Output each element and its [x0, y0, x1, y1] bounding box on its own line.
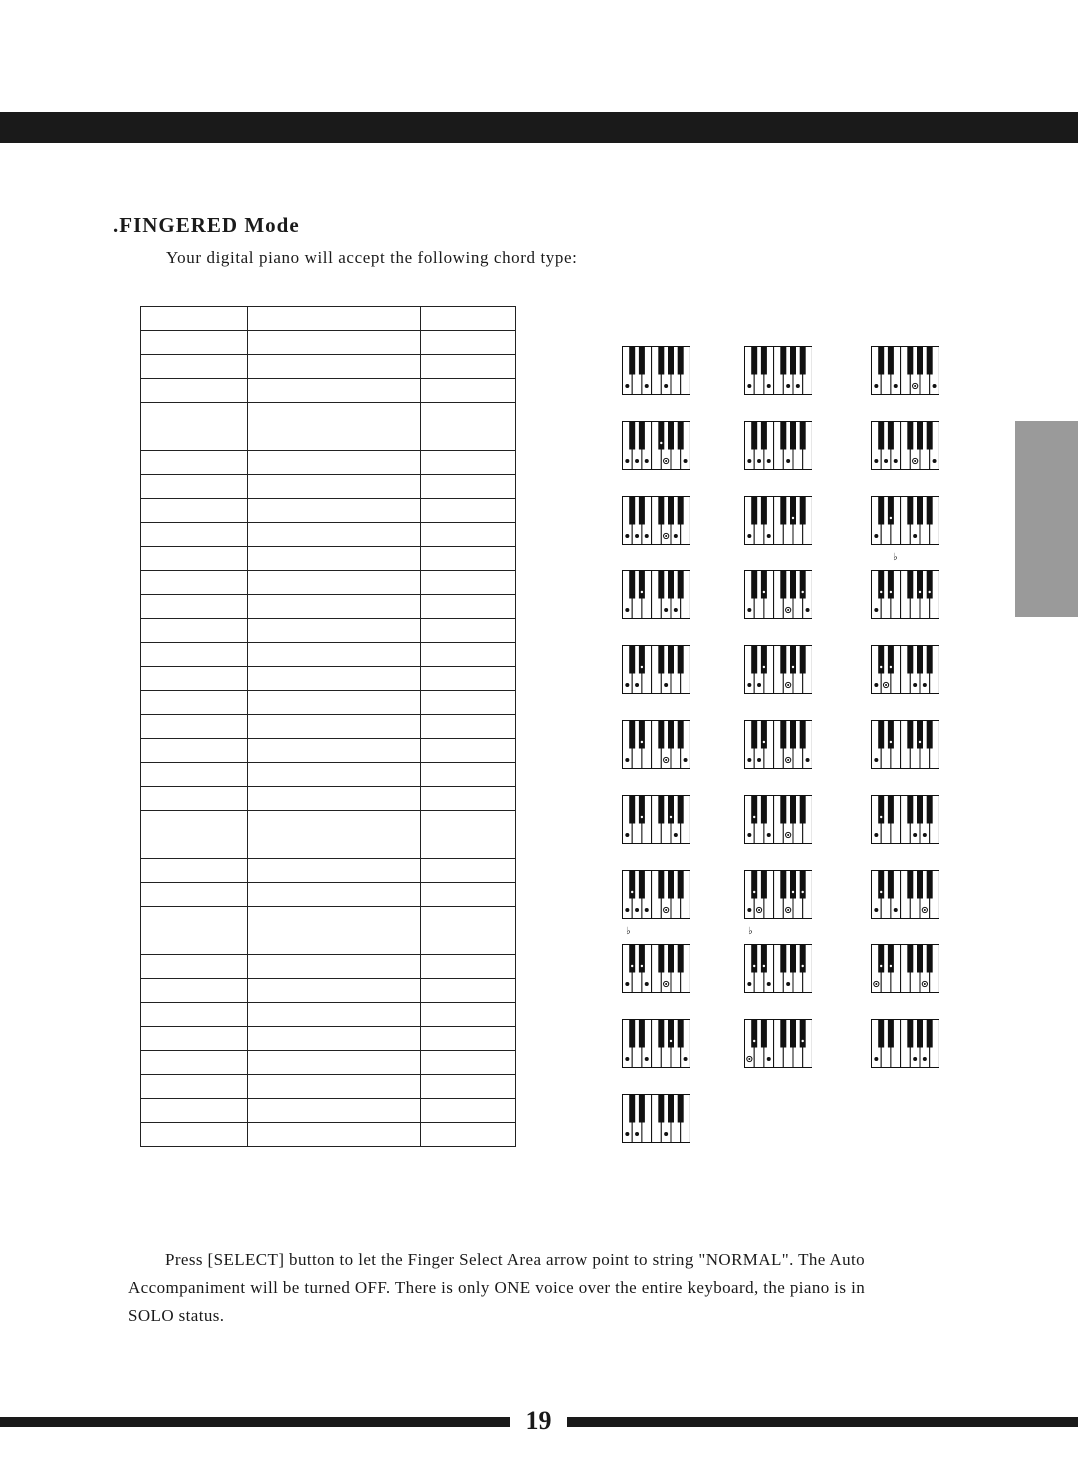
table-cell — [141, 787, 248, 811]
table-cell — [421, 451, 516, 475]
table-cell — [141, 595, 248, 619]
chord-keyboard-diagram — [622, 1019, 690, 1068]
table-cell — [141, 475, 248, 499]
table-cell — [141, 571, 248, 595]
section-heading: .FINGERED Mode — [113, 213, 300, 237]
table-cell — [248, 1075, 421, 1099]
table-cell — [141, 1123, 248, 1147]
table-cell — [141, 883, 248, 907]
table-row — [141, 667, 516, 691]
chord-keyboard-diagram — [871, 496, 939, 545]
chord-keyboard-diagram — [622, 346, 690, 395]
table-cell — [421, 331, 516, 355]
table-cell — [421, 1027, 516, 1051]
table-cell — [248, 379, 421, 403]
footer-paragraph — [128, 1246, 908, 1330]
table-row — [141, 739, 516, 763]
table-cell — [421, 883, 516, 907]
table-row — [141, 307, 516, 331]
chord-keyboard-diagram — [622, 645, 690, 694]
table-cell — [141, 499, 248, 523]
table-cell — [141, 643, 248, 667]
table-cell — [421, 859, 516, 883]
table-cell — [421, 1051, 516, 1075]
table-cell — [421, 307, 516, 331]
table-cell — [141, 1099, 248, 1123]
table-cell — [248, 619, 421, 643]
page-number: 19 — [525, 1406, 552, 1435]
chord-keyboard-diagram — [744, 720, 812, 769]
table-row — [141, 1003, 516, 1027]
table-cell — [141, 859, 248, 883]
chord-keyboard-diagram — [622, 720, 690, 769]
table-cell — [141, 355, 248, 379]
table-cell — [421, 475, 516, 499]
table-cell — [248, 1027, 421, 1051]
chord-keyboard-diagram — [744, 645, 812, 694]
table-cell — [421, 403, 516, 451]
table-cell — [141, 619, 248, 643]
table-cell — [421, 643, 516, 667]
table-cell — [248, 715, 421, 739]
table-row — [141, 403, 516, 451]
table-cell — [141, 1051, 248, 1075]
chord-keyboard-diagram — [744, 870, 812, 919]
table-cell — [248, 1099, 421, 1123]
table-row — [141, 787, 516, 811]
table-cell — [421, 547, 516, 571]
table-cell — [421, 955, 516, 979]
table-cell — [141, 715, 248, 739]
table-row — [141, 1051, 516, 1075]
table-cell — [141, 331, 248, 355]
table-cell — [248, 547, 421, 571]
table-cell — [421, 523, 516, 547]
chord-keyboard-diagram — [622, 421, 690, 470]
chord-keyboard-diagram — [622, 570, 690, 619]
table-row — [141, 451, 516, 475]
table-cell — [248, 595, 421, 619]
table-cell — [248, 403, 421, 451]
intro-text: Your digital piano will accept the following chord type: — [166, 248, 578, 267]
footer-rule-right — [567, 1417, 1078, 1427]
table-cell — [248, 691, 421, 715]
table-cell — [421, 379, 516, 403]
table-cell — [248, 763, 421, 787]
table-row — [141, 1027, 516, 1051]
table-cell — [141, 811, 248, 859]
chord-keyboard-diagram — [744, 570, 812, 619]
table-cell — [248, 859, 421, 883]
table-cell — [248, 475, 421, 499]
table-cell — [248, 451, 421, 475]
chord-keyboard-diagram — [744, 496, 812, 545]
chord-keyboard-diagram — [622, 870, 690, 919]
chord-keyboard-diagram — [871, 944, 939, 993]
table-cell — [248, 307, 421, 331]
table-cell — [421, 787, 516, 811]
flat-symbol: ♭ — [748, 926, 753, 937]
solo-mode-note: Press [SELECT] button to let the Finger Select Area arrow point to string "NORMAL". The Auto Accompaniment will be turned OFF. There is only ONE voice over the entire keyboard, the piano is in SOLO status. — [128, 1250, 866, 1325]
table-row — [141, 859, 516, 883]
footer-rule-left — [0, 1417, 510, 1427]
chord-keyboard-diagram — [622, 944, 690, 993]
chord-keyboard-diagram — [871, 570, 939, 619]
table-cell — [248, 979, 421, 1003]
side-section-tab — [1015, 421, 1078, 617]
table-cell — [421, 979, 516, 1003]
table-row — [141, 811, 516, 859]
table-cell — [248, 811, 421, 859]
table-cell — [421, 763, 516, 787]
table-row — [141, 571, 516, 595]
table-cell — [141, 403, 248, 451]
table-cell — [421, 691, 516, 715]
table-row — [141, 379, 516, 403]
chord-keyboard-diagram — [871, 870, 939, 919]
table-row — [141, 619, 516, 643]
table-cell — [141, 763, 248, 787]
table-cell — [248, 523, 421, 547]
table-cell — [248, 643, 421, 667]
table-cell — [248, 955, 421, 979]
chord-keyboard-diagram — [622, 795, 690, 844]
chord-keyboard-diagram — [871, 346, 939, 395]
table-row — [141, 331, 516, 355]
table-row — [141, 643, 516, 667]
table-row — [141, 715, 516, 739]
table-row — [141, 883, 516, 907]
chord-keyboard-diagram — [744, 421, 812, 470]
table-cell — [421, 499, 516, 523]
table-cell — [421, 667, 516, 691]
table-cell — [421, 1123, 516, 1147]
table-row — [141, 595, 516, 619]
chord-keyboard-diagram — [871, 1019, 939, 1068]
chord-keyboard-diagram — [622, 1094, 690, 1143]
table-row — [141, 979, 516, 1003]
table-cell — [141, 739, 248, 763]
chord-keyboard-diagram — [744, 944, 812, 993]
table-cell — [141, 1027, 248, 1051]
chord-keyboard-diagram — [744, 795, 812, 844]
table-cell — [141, 547, 248, 571]
table-cell — [248, 787, 421, 811]
table-cell — [248, 739, 421, 763]
table-cell — [421, 907, 516, 955]
table-row — [141, 1123, 516, 1147]
top-header-bar — [0, 112, 1078, 143]
table-row — [141, 691, 516, 715]
table-cell — [421, 715, 516, 739]
table-row — [141, 499, 516, 523]
table-cell — [248, 355, 421, 379]
table-cell — [141, 307, 248, 331]
flat-symbol: ♭ — [893, 552, 898, 563]
chord-keyboard-diagram — [622, 496, 690, 545]
table-cell — [248, 571, 421, 595]
table-cell — [248, 331, 421, 355]
table-cell — [421, 1075, 516, 1099]
table-row — [141, 907, 516, 955]
table-cell — [141, 667, 248, 691]
chord-keyboard-diagram — [744, 346, 812, 395]
table-cell — [141, 979, 248, 1003]
chord-keyboard-diagram — [871, 645, 939, 694]
table-cell — [141, 379, 248, 403]
table-cell — [421, 595, 516, 619]
table-row — [141, 547, 516, 571]
table-cell — [248, 883, 421, 907]
table-row — [141, 523, 516, 547]
flat-symbol: ♭ — [626, 926, 631, 937]
table-cell — [421, 739, 516, 763]
table-cell — [141, 955, 248, 979]
chord-keyboard-diagram — [871, 720, 939, 769]
table-cell — [248, 499, 421, 523]
table-row — [141, 955, 516, 979]
table-cell — [141, 907, 248, 955]
table-cell — [248, 667, 421, 691]
chord-type-table — [140, 306, 516, 1147]
chord-keyboard-diagram — [871, 421, 939, 470]
table-cell — [248, 1003, 421, 1027]
table-cell — [421, 1003, 516, 1027]
chord-keyboard-diagram — [744, 1019, 812, 1068]
table-cell — [141, 523, 248, 547]
table-cell — [141, 1003, 248, 1027]
table-cell — [141, 691, 248, 715]
table-row — [141, 475, 516, 499]
table-row — [141, 355, 516, 379]
table-cell — [248, 1123, 421, 1147]
table-cell — [248, 1051, 421, 1075]
table-cell — [421, 1099, 516, 1123]
table-cell — [421, 811, 516, 859]
table-row — [141, 1075, 516, 1099]
table-cell — [141, 451, 248, 475]
table-row — [141, 763, 516, 787]
table-cell — [421, 619, 516, 643]
table-row — [141, 1099, 516, 1123]
chord-keyboard-diagram — [871, 795, 939, 844]
table-cell — [248, 907, 421, 955]
table-cell — [421, 571, 516, 595]
table-cell — [421, 355, 516, 379]
table-cell — [141, 1075, 248, 1099]
